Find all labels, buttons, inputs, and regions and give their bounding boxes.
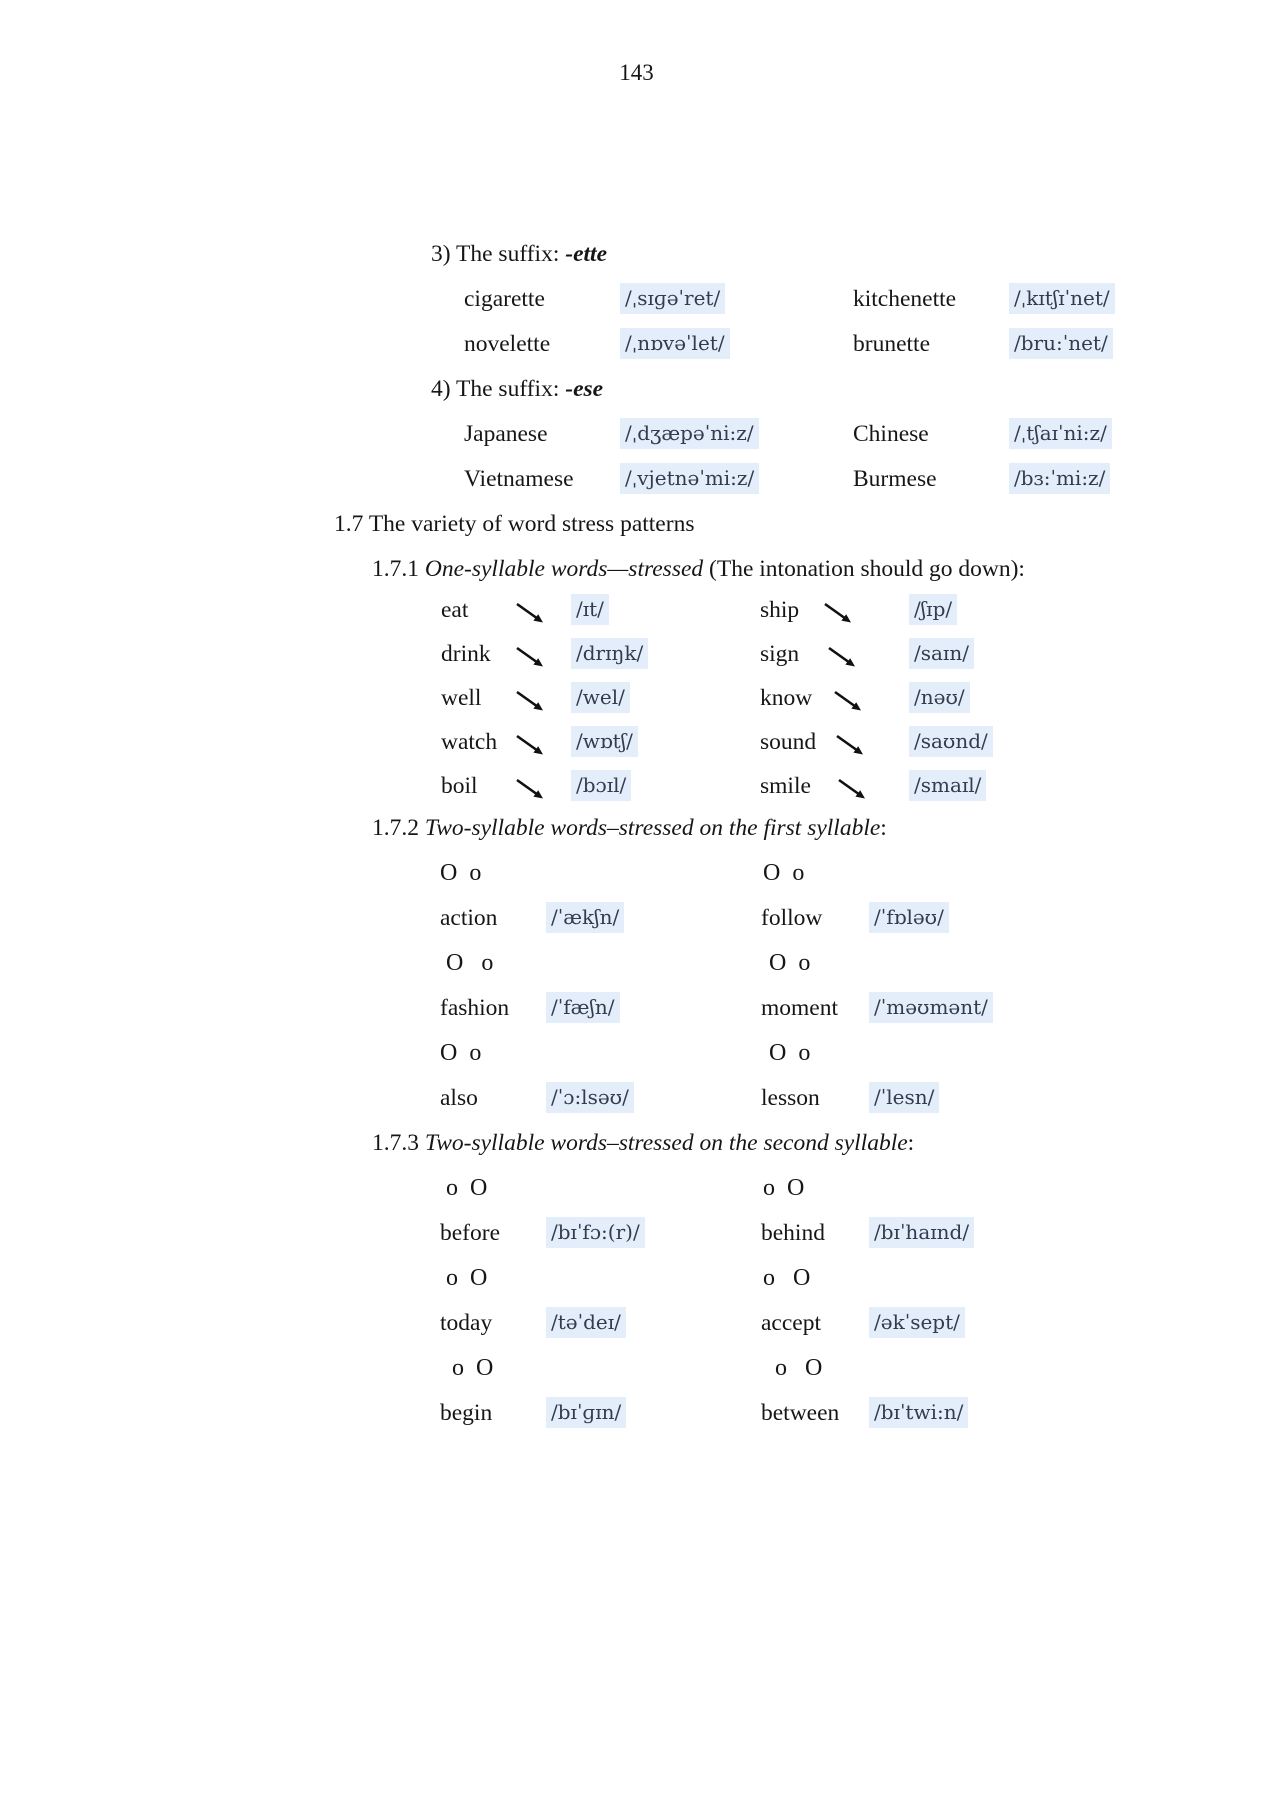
- phonetic-transcription: /saʊnd/: [909, 726, 993, 757]
- phonetic-transcription: /ˈlesn/: [869, 1082, 939, 1113]
- stress-pattern: O o: [440, 860, 482, 886]
- phonetic-transcription: /ˈfɒləʊ/: [869, 902, 949, 933]
- down-right-arrow-icon: [514, 601, 550, 629]
- word-row: [0, 679, 1273, 717]
- phonetic-transcription: /drɪŋk/: [571, 638, 648, 669]
- stress-pattern: O o: [763, 1040, 811, 1066]
- heading-text: 4) The suffix:: [431, 376, 566, 402]
- word-row: [0, 1079, 1273, 1117]
- word: sign: [760, 641, 800, 667]
- phonetic-transcription: /smaɪl/: [909, 770, 986, 801]
- down-right-arrow-icon: [836, 777, 872, 805]
- stress-pattern-row: [0, 944, 1273, 982]
- word-row: [0, 1394, 1273, 1432]
- subsection-1-7-2-heading: [372, 809, 887, 847]
- subsection-note: (The intonation should go down):: [703, 556, 1025, 582]
- phonetic-transcription: /əkˈsept/: [869, 1307, 965, 1338]
- down-right-arrow-icon: [514, 689, 550, 717]
- phonetic-transcription: /bru:ˈnet/: [1009, 328, 1113, 359]
- word: action: [440, 905, 498, 931]
- page-number: 143: [619, 60, 654, 85]
- word: Chinese: [853, 421, 929, 447]
- down-right-arrow-icon: [826, 645, 862, 673]
- word: boil: [441, 773, 478, 799]
- phonetic-transcription: /wɒtʃ/: [571, 726, 638, 757]
- word-row: [0, 1214, 1273, 1252]
- word: well: [441, 685, 482, 711]
- stress-pattern: O o: [440, 1040, 482, 1066]
- subsection-1-7-1-heading: [372, 550, 1025, 588]
- section-1-7-heading: 1.7 The variety of word stress patterns: [334, 511, 695, 537]
- stress-pattern: o O: [757, 1175, 805, 1201]
- heading-text: 3) The suffix:: [431, 241, 566, 267]
- subsection-1-7-1-line: [0, 550, 1273, 588]
- phonetic-transcription: /bɪˈtwi:n/: [869, 1397, 968, 1428]
- stress-pattern: o O: [440, 1175, 488, 1201]
- word: Burmese: [853, 466, 937, 492]
- phonetic-transcription: /ˈækʃn/: [546, 902, 624, 933]
- stress-pattern: O o: [763, 860, 805, 886]
- phonetic-transcription: /bɔɪl/: [571, 770, 631, 801]
- down-right-arrow-icon: [514, 733, 550, 761]
- word: brunette: [853, 331, 930, 357]
- stress-pattern: o O: [757, 1265, 811, 1291]
- word-row: [0, 767, 1273, 805]
- word: ship: [760, 597, 800, 623]
- word: drink: [441, 641, 491, 667]
- stress-pattern-row: [0, 1034, 1273, 1072]
- stress-pattern: O o: [763, 950, 811, 976]
- word: behind: [761, 1220, 825, 1246]
- word: moment: [761, 995, 839, 1021]
- stress-pattern-row: [0, 1259, 1273, 1297]
- phonetic-transcription: /bɪˈhaɪnd/: [869, 1217, 974, 1248]
- word-row: [0, 460, 1273, 498]
- down-right-arrow-icon: [822, 601, 858, 629]
- suffix-ette-heading-line: [0, 235, 1273, 273]
- stress-pattern: o O: [440, 1355, 494, 1381]
- word-row: [0, 989, 1273, 1027]
- subsection-title: Two-syllable words–stressed on the first syllable: [424, 815, 881, 841]
- subsection-number: 1.7.3: [372, 1130, 419, 1156]
- word-row: [0, 635, 1273, 673]
- down-right-arrow-icon: [834, 733, 870, 761]
- phonetic-transcription: /ˌdʒæpəˈni:z/: [620, 418, 759, 449]
- phonetic-transcription: /bɜ:ˈmi:z/: [1009, 463, 1110, 494]
- phonetic-transcription: /ʃɪp/: [909, 594, 957, 625]
- down-right-arrow-icon: [832, 689, 868, 717]
- phonetic-transcription: /ˈməʊmənt/: [869, 992, 993, 1023]
- word: accept: [761, 1310, 822, 1336]
- subsection-colon: :: [907, 1130, 915, 1156]
- phonetic-transcription: /ˌvjetnəˈmi:z/: [620, 463, 759, 494]
- word: eat: [441, 597, 469, 623]
- word-row: [0, 325, 1273, 363]
- word-row: [0, 591, 1273, 629]
- stress-pattern: o O: [440, 1265, 488, 1291]
- word-row: [0, 723, 1273, 761]
- subsection-title: Two-syllable words–stressed on the second syllable: [424, 1130, 908, 1156]
- suffix-ette-heading: [431, 235, 607, 273]
- suffix-emphasis: -ette: [565, 241, 607, 267]
- phonetic-transcription: /bɪˈɡɪn/: [546, 1397, 626, 1428]
- word: also: [440, 1085, 478, 1111]
- word-row: [0, 899, 1273, 937]
- word: begin: [440, 1400, 493, 1426]
- word: sound: [760, 729, 817, 755]
- phonetic-transcription: /ɪt/: [571, 594, 609, 625]
- subsection-number: 1.7.1: [372, 556, 419, 582]
- phonetic-transcription: /saɪn/: [909, 638, 974, 669]
- word: smile: [760, 773, 811, 799]
- word: watch: [441, 729, 498, 755]
- phonetic-transcription: /ˈfæʃn/: [546, 992, 620, 1023]
- word: know: [760, 685, 813, 711]
- stress-pattern: o O: [757, 1355, 823, 1381]
- stress-pattern: O o: [440, 950, 494, 976]
- subsection-1-7-2-line: [0, 809, 1273, 847]
- word: fashion: [440, 995, 510, 1021]
- word: follow: [761, 905, 823, 931]
- word: Japanese: [464, 421, 548, 447]
- subsection-title: One-syllable words—stressed: [424, 556, 704, 582]
- stress-pattern-row: [0, 1349, 1273, 1387]
- phonetic-transcription: /wel/: [571, 682, 630, 713]
- word: novelette: [464, 331, 551, 357]
- subsection-1-7-3-line: [0, 1124, 1273, 1162]
- word: between: [761, 1400, 840, 1426]
- suffix-ese-heading: [431, 370, 603, 408]
- subsection-colon: :: [880, 815, 887, 841]
- phonetic-transcription: /bɪˈfɔ:(r)/: [546, 1217, 645, 1248]
- phonetic-transcription: /təˈdeɪ/: [546, 1307, 626, 1338]
- word-row: [0, 415, 1273, 453]
- subsection-1-7-3-heading: [372, 1124, 914, 1162]
- phonetic-transcription: /ˌtʃaɪˈni:z/: [1009, 418, 1112, 449]
- word: cigarette: [464, 286, 545, 312]
- down-right-arrow-icon: [514, 645, 550, 673]
- subsection-number: 1.7.2: [372, 815, 419, 841]
- phonetic-transcription: /ˈɔ:lsəʊ/: [546, 1082, 634, 1113]
- suffix-emphasis: -ese: [565, 376, 604, 402]
- stress-pattern-row: [0, 1169, 1273, 1207]
- word: lesson: [761, 1085, 820, 1111]
- word-row: [0, 1304, 1273, 1342]
- word: Vietnamese: [464, 466, 574, 492]
- word-row: [0, 280, 1273, 318]
- word: before: [440, 1220, 501, 1246]
- phonetic-transcription: /ˌsɪɡəˈret/: [620, 283, 725, 314]
- phonetic-transcription: /ˌkɪtʃɪˈnet/: [1009, 283, 1115, 314]
- word: today: [440, 1310, 493, 1336]
- word: kitchenette: [853, 286, 957, 312]
- suffix-ese-heading-line: [0, 370, 1273, 408]
- phonetic-transcription: /ˌnɒvəˈlet/: [620, 328, 730, 359]
- phonetic-transcription: /nəʊ/: [909, 682, 970, 713]
- section-1-7-line: [0, 505, 1273, 543]
- down-right-arrow-icon: [514, 777, 550, 805]
- stress-pattern-row: [0, 854, 1273, 892]
